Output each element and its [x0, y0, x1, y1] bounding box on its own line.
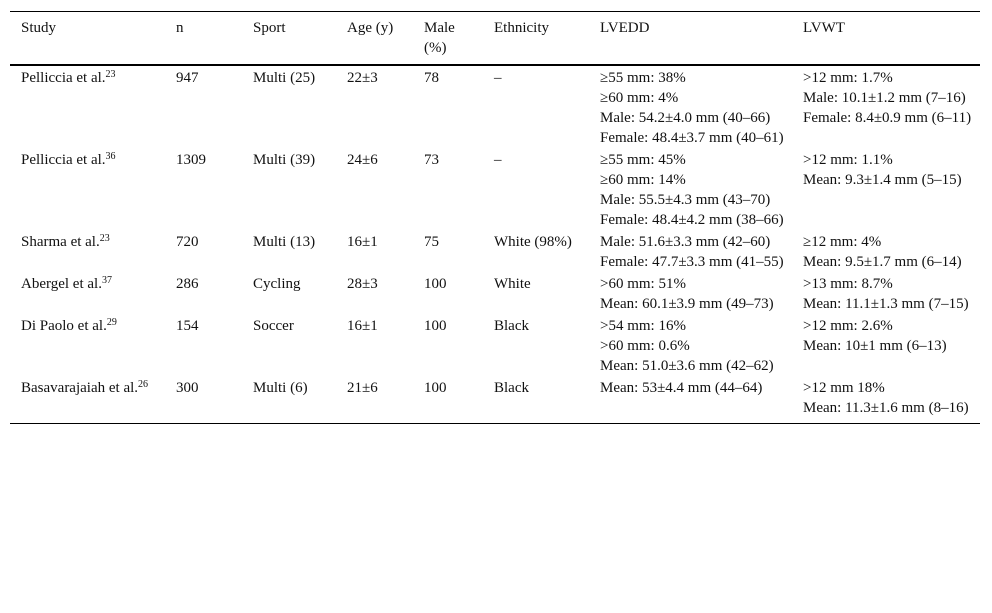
cell-lvwt: [792, 315, 980, 377]
cell-age-value: 16±1: [347, 318, 378, 334]
table-row: [10, 315, 980, 377]
cell-male-value: 73: [424, 152, 439, 168]
cell-male-value: 100: [424, 318, 447, 334]
lvwt-line: Male: 10.1±1.2 mm (7–16): [803, 90, 966, 106]
cell-n: [165, 315, 242, 377]
cell-male: [413, 231, 483, 273]
cell-sport-value: Multi (13): [253, 234, 316, 250]
cell-sport-value: Multi (39): [253, 152, 316, 168]
table-row: [10, 65, 980, 149]
cell-age-value: 21±6: [347, 380, 378, 396]
cell-lvwt: [792, 65, 980, 149]
reference-superscript: 37: [101, 275, 112, 286]
lvwt-line: >12 mm: 1.1%: [803, 152, 893, 168]
cell-ethnicity-value: Black: [494, 318, 529, 334]
header-male: Male (%): [424, 20, 455, 56]
cell-age-value: 28±3: [347, 276, 378, 292]
cell-study: [10, 231, 165, 273]
athlete-echo-table: [10, 11, 980, 424]
lvedd-line: Female: 48.4±4.2 mm (38–66): [600, 212, 784, 228]
table-header: [10, 12, 980, 66]
lvedd-line: Mean: 53±4.4 mm (44–64): [600, 380, 763, 396]
cell-sport-value: Multi (6): [253, 380, 308, 396]
lvwt-line: Mean: 11.1±1.3 mm (7–15): [803, 296, 969, 312]
cell-age-value: 22±3: [347, 70, 378, 86]
header-ethnicity: Ethnicity: [494, 20, 549, 36]
lvedd-line: Female: 48.4±3.7 mm (40–61): [600, 130, 784, 146]
cell-study: [10, 315, 165, 377]
lvedd-line: Male: 54.2±4.0 mm (40–66): [600, 110, 771, 126]
lvwt-line: Mean: 9.3±1.4 mm (5–15): [803, 172, 962, 188]
cell-lvedd: [589, 149, 792, 231]
cell-sport: [242, 273, 336, 315]
cell-sport-value: Soccer: [253, 318, 294, 334]
study-name: Basavarajaiah et al.: [21, 380, 139, 396]
cell-sport-value: Multi (25): [253, 70, 316, 86]
reference-superscript: 36: [105, 151, 116, 162]
header-lvedd: LVEDD: [600, 20, 650, 36]
lvwt-line: Mean: 9.5±1.7 mm (6–14): [803, 254, 962, 270]
cell-sport: [242, 149, 336, 231]
cell-n: [165, 377, 242, 424]
table-row: [10, 377, 980, 424]
lvwt-line: Female: 8.4±0.9 mm (6–11): [803, 110, 972, 126]
cell-lvwt: [792, 149, 980, 231]
cell-n: [165, 149, 242, 231]
header-lvwt: LVWT: [803, 20, 845, 36]
cell-n-value: 947: [176, 70, 199, 86]
lvedd-line: >60 mm: 51%: [600, 276, 686, 292]
reference-superscript: 29: [106, 317, 117, 328]
cell-ethnicity: [483, 65, 589, 149]
lvedd-line: Female: 47.7±3.3 mm (41–55): [600, 254, 784, 270]
cell-study: [10, 377, 165, 424]
cell-age-value: 16±1: [347, 234, 378, 250]
cell-male: [413, 377, 483, 424]
cell-male-value: 78: [424, 70, 439, 86]
cell-lvedd: [589, 273, 792, 315]
lvedd-line: >60 mm: 0.6%: [600, 338, 690, 354]
cell-ethnicity: [483, 273, 589, 315]
lvedd-line: Male: 51.6±3.3 mm (42–60): [600, 234, 771, 250]
cell-lvwt: [792, 273, 980, 315]
cell-lvedd: [589, 377, 792, 424]
cell-n-value: 154: [176, 318, 199, 334]
cell-age: [336, 377, 413, 424]
study-name: Pelliccia et al.: [21, 152, 106, 168]
cell-male: [413, 149, 483, 231]
cell-ethnicity-value: –: [494, 152, 502, 168]
cell-sport: [242, 377, 336, 424]
cell-n: [165, 65, 242, 149]
lvedd-line: Mean: 51.0±3.6 mm (42–62): [600, 358, 774, 374]
reference-superscript: 23: [105, 69, 116, 80]
lvedd-line: ≥60 mm: 4%: [600, 90, 679, 106]
cell-n: [165, 273, 242, 315]
lvedd-line: Male: 55.5±4.3 mm (43–70): [600, 192, 771, 208]
cell-male-value: 75: [424, 234, 439, 250]
lvwt-line: ≥12 mm: 4%: [803, 234, 882, 250]
cell-lvwt: [792, 377, 980, 424]
study-name: Pelliccia et al.: [21, 70, 106, 86]
header-row: [10, 12, 980, 66]
cell-age: [336, 65, 413, 149]
table-body: [10, 65, 980, 424]
table-row: [10, 273, 980, 315]
header-age: Age (y): [347, 20, 394, 36]
cell-sport: [242, 231, 336, 273]
cell-ethnicity-value: Black: [494, 380, 529, 396]
cell-n-value: 286: [176, 276, 199, 292]
cell-ethnicity-value: White: [494, 276, 531, 292]
cell-male: [413, 65, 483, 149]
reference-superscript: 23: [99, 233, 110, 244]
lvedd-line: ≥60 mm: 14%: [600, 172, 686, 188]
lvedd-line: Mean: 60.1±3.9 mm (49–73): [600, 296, 774, 312]
lvedd-line: ≥55 mm: 45%: [600, 152, 686, 168]
lvedd-line: ≥55 mm: 38%: [600, 70, 686, 86]
cell-sport: [242, 65, 336, 149]
cell-n-value: 1309: [176, 152, 206, 168]
cell-male: [413, 273, 483, 315]
cell-age: [336, 231, 413, 273]
lvedd-line: >54 mm: 16%: [600, 318, 686, 334]
cell-sport-value: Cycling: [253, 276, 301, 292]
cell-age-value: 24±6: [347, 152, 378, 168]
lvwt-line: >12 mm: 2.6%: [803, 318, 893, 334]
cell-n: [165, 231, 242, 273]
cell-age: [336, 315, 413, 377]
cell-ethnicity: [483, 315, 589, 377]
cell-lvwt: [792, 231, 980, 273]
lvwt-line: >13 mm: 8.7%: [803, 276, 893, 292]
header-sport: Sport: [253, 20, 286, 36]
cell-male-value: 100: [424, 276, 447, 292]
cell-ethnicity-value: White (98%): [494, 234, 572, 250]
study-name: Abergel et al.: [21, 276, 102, 292]
cell-study: [10, 149, 165, 231]
cell-lvedd: [589, 65, 792, 149]
cell-study: [10, 273, 165, 315]
cell-study: [10, 65, 165, 149]
reference-superscript: 26: [138, 379, 149, 390]
lvwt-line: Mean: 10±1 mm (6–13): [803, 338, 947, 354]
cell-lvedd: [589, 231, 792, 273]
lvwt-line: >12 mm: 1.7%: [803, 70, 893, 86]
header-n: n: [176, 20, 184, 36]
cell-lvedd: [589, 315, 792, 377]
table-row: [10, 149, 980, 231]
cell-ethnicity: [483, 231, 589, 273]
lvwt-line: >12 mm 18%: [803, 380, 885, 396]
cell-age: [336, 273, 413, 315]
cell-n-value: 300: [176, 380, 199, 396]
header-study: Study: [21, 20, 57, 36]
cell-n-value: 720: [176, 234, 199, 250]
cell-male: [413, 315, 483, 377]
table-row: [10, 231, 980, 273]
cell-age: [336, 149, 413, 231]
study-name: Di Paolo et al.: [21, 318, 107, 334]
lvwt-line: Mean: 11.3±1.6 mm (8–16): [803, 400, 969, 416]
cell-ethnicity-value: –: [494, 70, 502, 86]
cell-male-value: 100: [424, 380, 447, 396]
cell-ethnicity: [483, 149, 589, 231]
cell-ethnicity: [483, 377, 589, 424]
study-name: Sharma et al.: [21, 234, 100, 250]
cell-sport: [242, 315, 336, 377]
